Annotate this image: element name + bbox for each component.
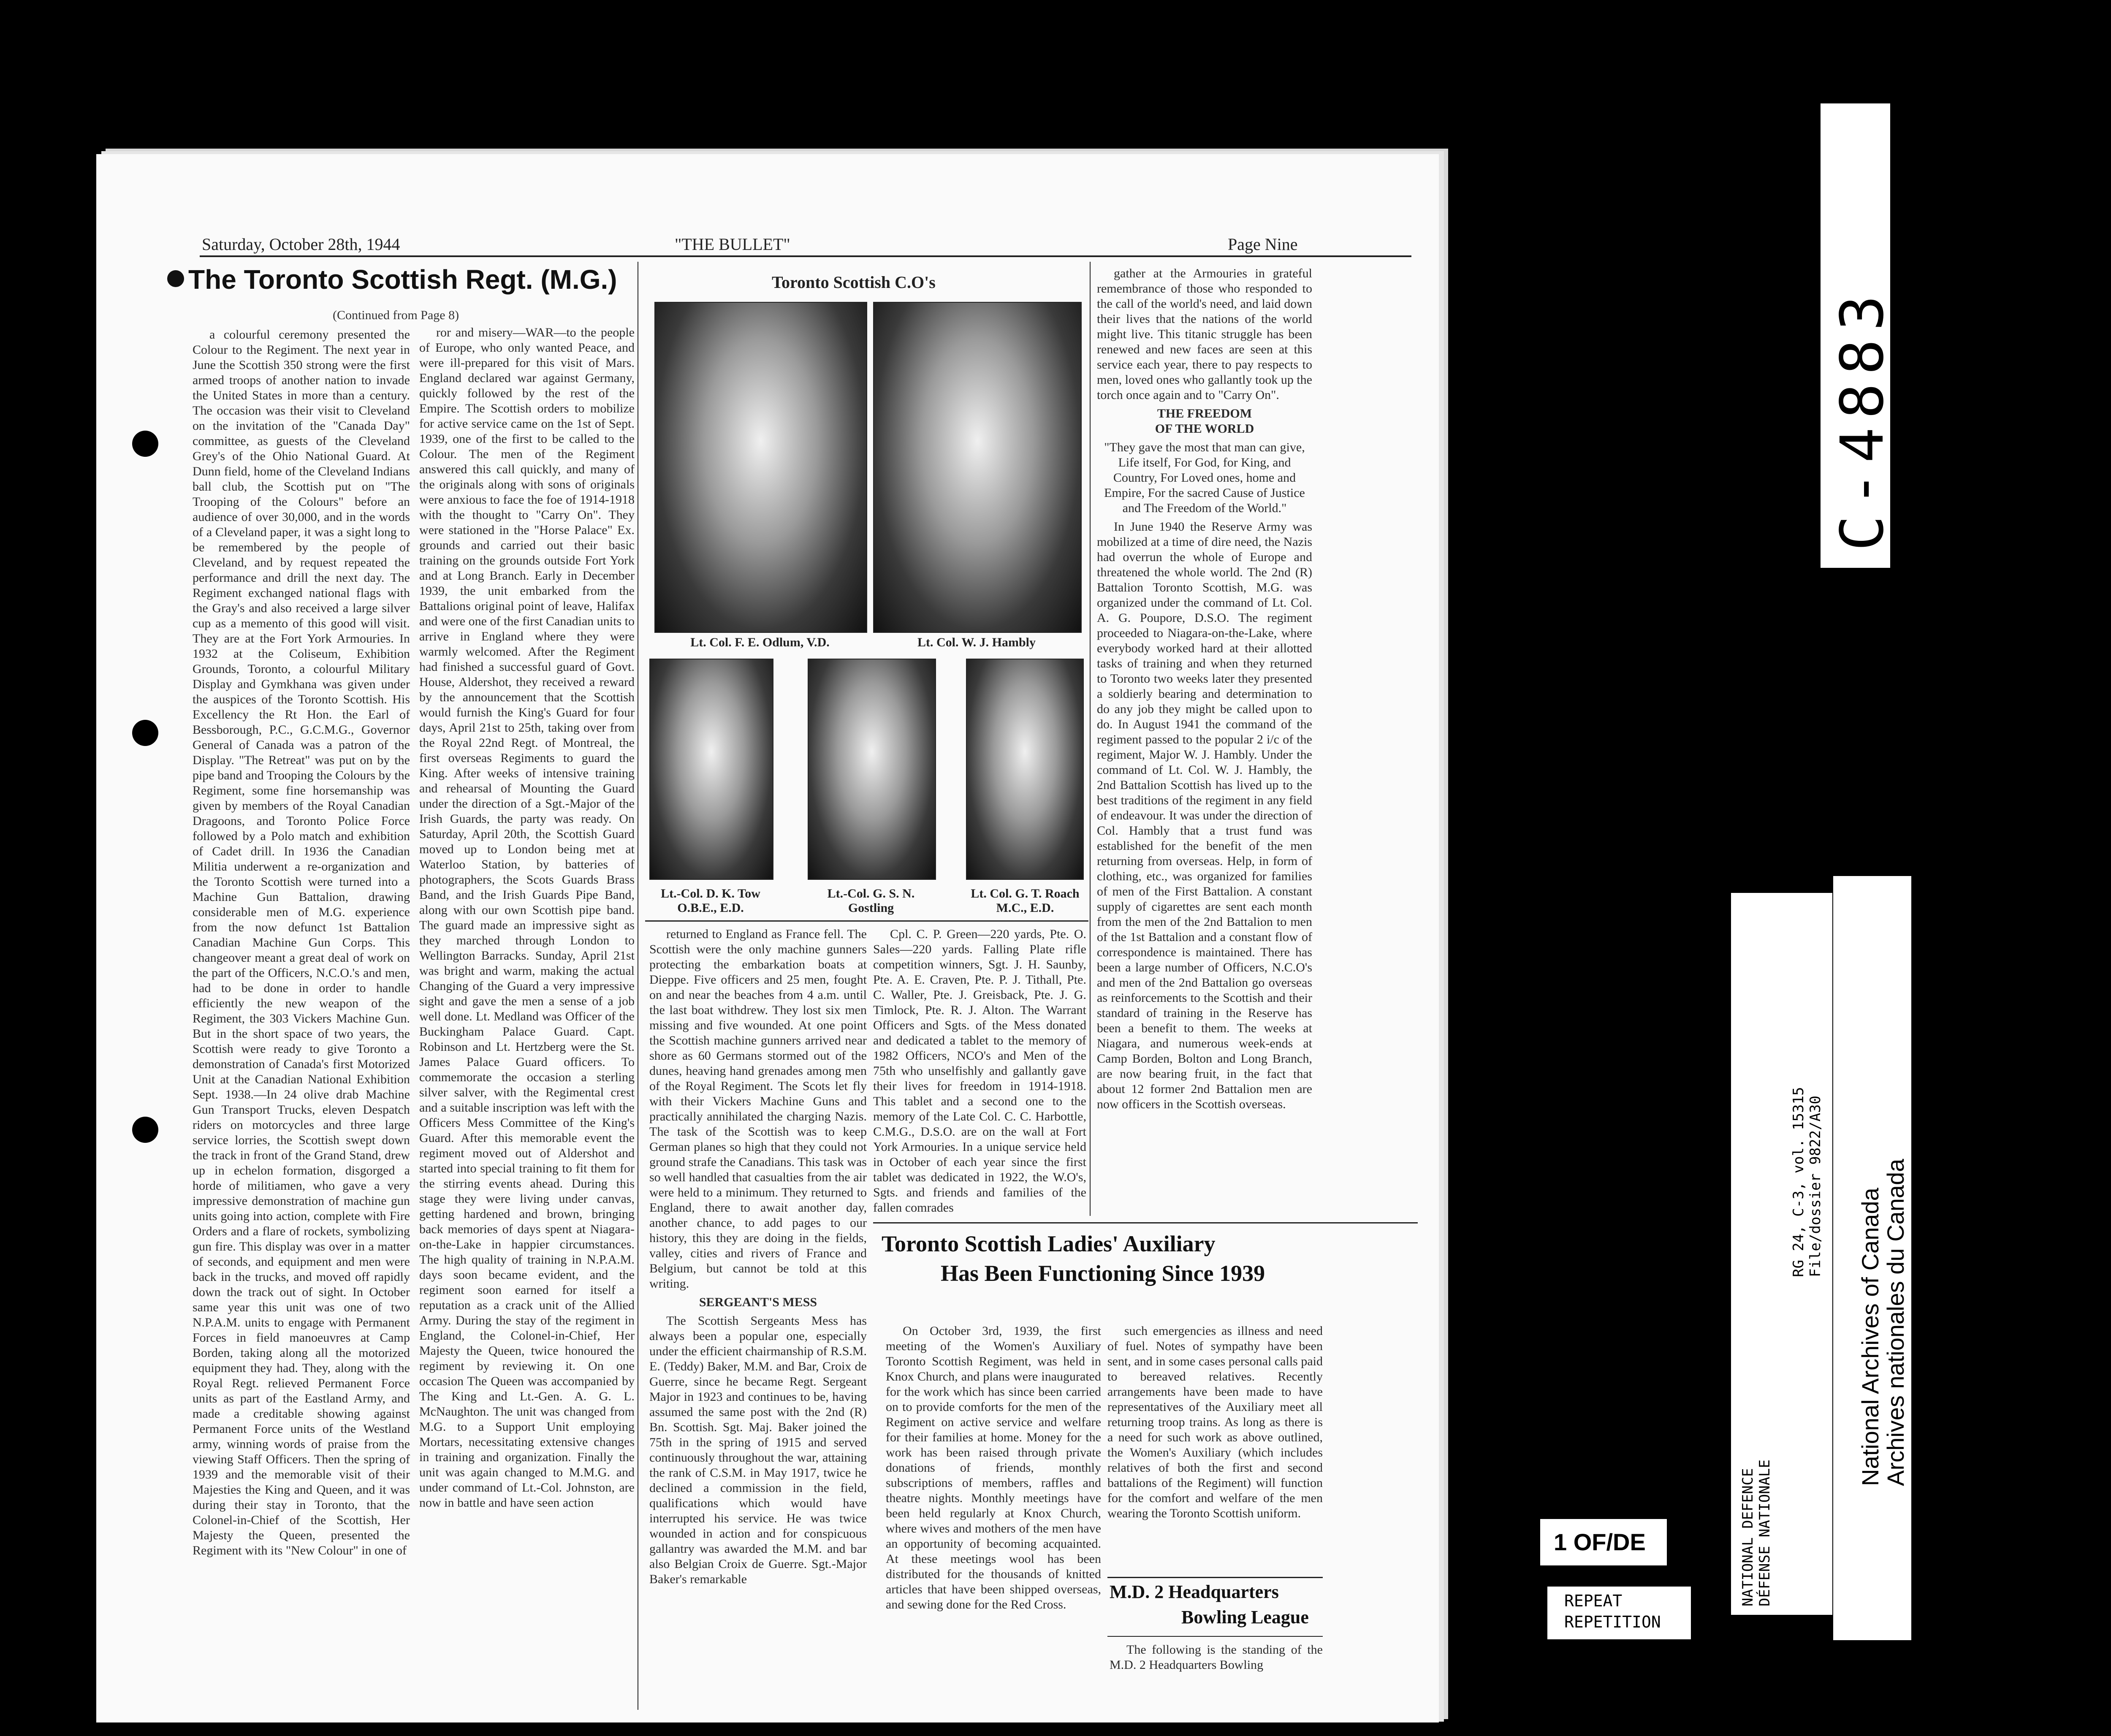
photos-heading: Toronto Scottish C.O's [772,273,936,292]
poem-title-line1: THE FREEDOM [1157,407,1252,420]
caption-tow-line2: O.B.E., E.D. [677,901,744,915]
article-title-regiment: The Toronto Scottish Regt. (M.G.) [188,264,617,295]
page-number: Page Nine [1228,235,1298,254]
article1-col4-text: Cpl. C. P. Green—220 yards, Pte. O. Sales—220 yards. Falling Plate rifle competition winners, Sgt. J. H. Saunby, Pte. A. E. Craven, Pte. P. J. Tithall, Pte. C. Waller, Pte. J. Greisback, Pte. J. G. Timlock, Pte. R. J. Alton. The Warrant Officers and Sgts. of the Mess donated and dedicated a tablet to the memory of 1982 Officers, NCO's and Men of the 75th who unselfishly and gallantly gave their lives for freedom in 1914-1918. This tablet and a second one to the memory of the Late Col. C. C. Harbottle, C.M.G., D.S.O. are on the wall at Fort York Armouries. In a unique service held in October of each year since the first tablet was dedicated in 1922, the W.O's, Sgts. and friends and families of the fallen comrades [873,927,1086,1215]
defense-nationale-text: DÉFENSE NATIONALE [1756,1459,1773,1606]
article1-column-4 [873,927,1086,1218]
of-de-label [1540,1519,1667,1565]
article2-title-line2: Has Been Functioning Since 1939 [941,1261,1265,1286]
caption-roach-line1: Lt. Col. G. T. Roach [971,887,1080,901]
newspaper-page [96,154,1439,1722]
binder-hole-middle [132,720,158,746]
article2-column-2 [1107,1324,1323,1575]
paper-name: "THE BULLET" [675,235,790,254]
caption-hambly: Lt. Col. W. J. Hambly [917,635,1036,649]
article1-col3-text: returned to England as France fell. The Scottish were the only machine gunners protecting the embarkation boats at Dieppe. Five officers and 25 men, fought on and near the beaches from 4 a.m. until the last boat withdrew. They lost six men missing and five wounded. At one point the Scottish machine gunners arrived near shore as 60 Germans stormed out of the dunes, heaving hand grenades among men of the Royal Regiment. The Scots let fly with their Vickers Machine Guns and practically annihilated the charging Nazis. The task of the Scottish was to keep German planes so high that they could not ground strafe the Canadians. This task was so well handled that casualties from the air were held to a minimum. They returned to England, there to await another day, another chance, to add pages to our history, this they are doing in the fields, valley, cities and rivers of France and Belgium, but cannot be told at this writing. [649,927,867,1291]
issue-date: Saturday, October 28th, 1944 [202,235,400,254]
binder-hole-top [132,431,158,457]
caption-roach-line2: M.C., E.D. [996,901,1054,915]
of-de-text: 1 OF/DE [1554,1529,1646,1555]
article3-title-rule [1107,1636,1323,1637]
photos-bottom-rule [645,920,1088,922]
caption-gostling [801,887,941,915]
caption-gostling-line2: Gostling [848,901,894,915]
article1-column-1 [193,327,410,1710]
caption-roach [955,887,1095,915]
article3-top-rule [1107,1577,1323,1578]
caption-gostling-line1: Lt.-Col. G. S. N. [827,887,915,901]
article1-col2-text: ror and misery—WAR—to the people of Europe, who only wanted Peace, and were ill-prepared for this visit of Mars. England declared war against Germany, quickly followed by the rest of the Empire. The Scottish orders to mobilize for active service came on the 1st of Sept. 1939, one of the first to be called to the Colour. The men of the Regiment answered this call quickly, and many of the originals along with sons of originals were anxious to face the foe of 1914-1918 with the thought to "Carry On". They were stationed in the "Horse Palace" Ex. grounds and carried out their basic training on the grounds outside Fort York and at Long Branch. Early in December 1939, the unit embarked from the Battalions original point of leave, Halifax and were one of the first Canadian units to arrive in England where they were warmly welcomed. After the Regiment had finished a successful guard of Govt. House, Aldershot, they received a reward by the announcement that the Scottish would furnish the King's Guard for four days, April 21st to 25th, taking over from the Royal 22nd Regt. of Montreal, the first overseas Regiments to guard the King. After weeks of intensive training and rehearsal of Mounting the Guard under the direction of a Sgt.-Major of the Irish Guards, the party was ready. On Saturday, April 20th, the Scottish Guard moved up to London being met at Waterloo Station, by batteries of photographers, the Scots Guards Brass Band, and the Irish Guards Pipe Band, along with our own Scottish pipe band. The guard made an impressive sight as they marched through London to Wellington Barracks. Sunday, April 21st was bright and warm, making the actual Changing of the Guard a very impressive sight and gave the men a sense of a job well done. Lt. Medland was Officer of the Buckingham Palace Guard. Capt. Robinson and Lt. Hertzberg were the St. James Palace Guard officers. To commemorate the occasion a sterling silver salver, with the Regimental crest and a suitable inscription was left with the Officers Mess Committee of the King's Guard. After this memorable event the regiment moved out of Aldershot and started into special training to fit them for the stirring events ahead. During this stage they were living under canvas, getting hardened and brown, bringing back memories of days spent at Niagara-on-the-Lake in happier circumstances. The high quality of training in N.P.A.M. days soon became evident, and the regiment soon earned for itself a reputation as a crack unit of the Allied Army. During the stay of the regiment in England, the Colonel-in-Chief, Her Majesty the Queen, twice honoured the regiment by reviewing it. On one occasion The Queen was accompanied by The King and Lt.-Gen. A. G. L. McNaughton. The unit was changed from M.G. to a Support Unit employing Mortars, necessitating extensive changes in training and organization. Finally the unit was again changed to M.M.G. and under command of Lt.-Col. Johnston, are now in battle and have seen action [419,326,635,1510]
article1-col5-text: gather at the Armouries in grateful remembrance of those who responded to the call of the world's need, and laid down their lives that the nations of the world might live. This titanic struggle has been renewed and new faces are seen at this service each year, there to pay respects to men, loved ones who gallantly took up the torch once again and to "Carry On". [1097,266,1312,402]
article1-column-3 [649,927,867,1710]
national-archives-text: National Archives of Canada [1857,1188,1883,1486]
archives-nationales-text: Archives nationales du Canada [1882,1158,1909,1486]
poem-text: "They gave the most that man can give, Life itself, For God, for King, and Country, For Loved ones, home and Empire, For the sacred Cause of Justice and The Freedom of the World." [1104,440,1305,515]
article3-title-line1: M.D. 2 Headquarters [1110,1581,1279,1602]
article3-body [1110,1642,1323,1710]
binder-hole-bottom [132,1117,158,1143]
caption-tow-line1: Lt.-Col. D. K. Tow [661,887,760,901]
column-rule-2 [1090,262,1091,1216]
article1-col3b-text: The Scottish Sergeants Mess has always been a popular one, especially under the efficient chairmanship of R.S.M. E. (Teddy) Baker, M.M. and Bar, Croix de Guerre, since he became Regt. Sergeant Major in 1923 and continues to be, having assumed the same post with the 2nd (R) Bn. Scottish. Sgt. Maj. Baker joined the 75th in the spring of 1915 and served continuously throughout the war, attaining the rank of C.S.M. in May 1917, twice he declined a commission in the field, qualifications which would have interrupted his service. He was twice wounded in action and for conspicuous gallantry was awarded the M.M. and bar also Belgian Croix de Guerre. Sgt.-Major Baker's remarkable [649,1314,867,1586]
poem-title-line2: OF THE WORLD [1155,422,1254,436]
national-defence-label [1731,893,1832,1615]
sergeants-mess-heading: SERGEANT'S MESS [699,1295,817,1309]
file-dossier-text: File/dossier 9822/A30 [1807,1096,1824,1277]
national-archives-label [1833,876,1911,1640]
article2-top-rule [873,1222,1418,1223]
header-rule [200,255,1411,257]
frame-number-label [1821,103,1897,568]
portrait-tow [649,659,773,880]
article2-col1-text: On October 3rd, 1939, the first meeting of the Women's Auxiliary Toronto Scottish Regiment, was held in Knox Church, and plans were inaugurated for the work which has since been carried on to provide comforts for the men of the Regiment on active service and welfare for their families at home. Money for the work has been raised through private donations of friends, monthly subscriptions of members, raffles and theatre nights. Monthly meetings have been held regularly at Knox Church, where wives and mothers of the men have an opportunity of becoming acquainted. At these meetings wool has been distributed for the thousands of knitted articles that have been shipped overseas, and sewing done for the Red Cross. [886,1324,1101,1611]
bullet-mark [167,270,184,287]
repeat-text: REPEAT [1564,1592,1623,1610]
portrait-odlum [654,302,867,633]
caption-tow [641,887,780,915]
continued-note: (Continued from Page 8) [333,308,459,322]
article3-title-line2: Bowling League [1181,1607,1309,1628]
article1-col1-text: a colourful ceremony presented the Colour to the Regiment. The next year in June the Scottish 350 strong were the first armed troops of another nation to invade the United States in more than a century. The occasion was their visit to Cleveland on the invitation of the "Canada Day" committee, as guests of the Cleveland Grey's of the Ohio National Guard. At Dunn field, home of the Cleveland Indians ball club, the Scottish put on "The Trooping of the Colours" before an audience of over 30,000, and in the words of a Cleveland paper, it was a sight long to be remembered by the people of Cleveland, and by request repeated the performance and drill the next day. The Regiment exchanged national flags with the Gray's and also received a large silver cup as a memento of this good will visit. They are at the Fort York Armouries. In 1932 at the Coliseum, Exhibition Grounds, Toronto, a colourful Military Display and Gymkhana was given under the auspices of the Toronto Scottish. His Excellency the Rt Hon. the Earl of Bessborough, P.C., G.C.M.G., Governor General of Canada was a patron of the Display. "The Retreat" was put on by the pipe band and Trooping the Colours by the Regiment, some fine horsemanship was given by members of the Royal Canadian Dragoons, and Toronto Police Force followed by a Polo match and exhibition of Cadet drill. In 1936 the Canadian Militia underwent a re-organization and the Toronto Scottish were turned into a Machine Gun Battalion, drawing considerable men of M.G. experience from the now defunct 1st Battalion Canadian Machine Gun Corps. This changeover meant a great deal of work on the part of the Officers, N.C.O.'s and men, had to be done in order to handle efficiently the new weapon of the Regiment, the 303 Vickers Machine Gun. But in the short space of two years, the Scottish were ready to give Toronto a demonstration of Canada's first Motorized Unit at the Canadian National Exhibition Sept. 1938.—In 24 olive drab Machine Gun Transport Trucks, eleven Despatch riders on motorcycles and three large service lorries, the Scottish swept down the track in front of the Grand Stand, drew up in echelon formation, disgorged a horde of militiamen, who gave a very impressive demonstration of machine gun units going into action, complete with Fire Orders and a flare of rockets, symbolizing gun fire. This display was over in a matter of seconds, and equipment and men were back in the trucks, and moved off rapidly down the track out of sight. In October same year this unit was one of two N.P.A.M. units to engage with Permanent Forces in field manoeuvres at Camp Borden, taking along all the motorized equipment they had. They, along with the Royal Regt. relieved Permanent Force units as part of the Eastland Army, and made a creditable showing against Permanent Force units of the Westland army, winning words of praise from the viewing Staff Officers. Then the spring of 1939 and the memorable visit of their Majesties the King and Queen, and it was during their stay in Toronto, that the Colonel-in-Chief of the Scottish, Her Majesty the Queen, presented the Regiment with its "New Colour" in one of [193,328,410,1557]
caption-odlum: Lt. Col. F. E. Odlum, V.D. [690,635,830,649]
repeat-label [1547,1587,1691,1639]
record-group-text: RG 24, C-3, vol. 15315 [1790,1087,1807,1277]
portrait-hambly [873,302,1082,633]
article2-column-1 [886,1324,1101,1710]
article2-title-line1: Toronto Scottish Ladies' Auxiliary [882,1231,1216,1256]
repetition-text: REPETITION [1564,1613,1661,1631]
national-defence-text: NATIONAL DEFENCE [1739,1468,1756,1606]
article1-column-5 [1097,266,1312,1218]
portrait-roach [966,659,1084,880]
frame-number: C-4883 [1828,287,1897,551]
article1-column-2 [419,325,635,1710]
portrait-gostling [808,659,936,880]
article3-body-text: The following is the standing of the M.D. 2 Headquarters Bowling [1110,1643,1323,1672]
article1-col5b-text: In June 1940 the Reserve Army was mobilized at a time of dire need, the Nazis had overrun the whole of Europe and threatened the whole world. The 2nd (R) Battalion Toronto Scottish, M.G. was organized under the command of Lt. Col. A. G. Poupore, D.S.O. The regiment proceeded to Niagara-on-the-Lake, where everybody worked hard at their allotted tasks of training and when they returned to Toronto two weeks later they presented a soldierly bearing and determination to do any job they might be called upon to do. In August 1941 the command of the regiment passed to the popular 2 i/c of the regiment, Major W. J. Hambly. Under the command of Lt. Col. W. J. Hambly, the 2nd Battalion Scottish has lived up to the best traditions of the regiment in any field of endeavour. It was under the direction of Col. Hambly that a trust fund was established for the benefit of the men returning from overseas. Help, in form of clothing, etc., was organized for families of men of the First Battalion. A constant supply of cigarettes are sent each month from the men of the 2nd Battalion to men of the 1st Battalion and a constant flow of correspondence is maintained. There has been a large number of Officers, N.C.O's and men of the 2nd Battalion go overseas as reinforcements to the Scottish and their standard of training in the Reserve has been a benefit to them. The weeks at Niagara, and numerous week-ends at Camp Borden, Bolton and Long Branch, are now bearing fruit, in the fact that about 12 former 2nd Battalion men are now officers in the Scottish overseas. [1097,520,1312,1111]
article2-col2-text: such emergencies as illness and need of fuel. Notes of sympathy have been sent, and in some cases personal calls paid to bereaved relatives. Recently arrangements have been made to have representatives of the Auxiliary meet all returning troop trains. As long as there is a need for such work as above outlined, the Women's Auxiliary (which includes relatives of both the first and second battalions of the Regiment) will function for the comfort and welfare of the men wearing the Toronto Scottish uniform. [1107,1324,1323,1520]
